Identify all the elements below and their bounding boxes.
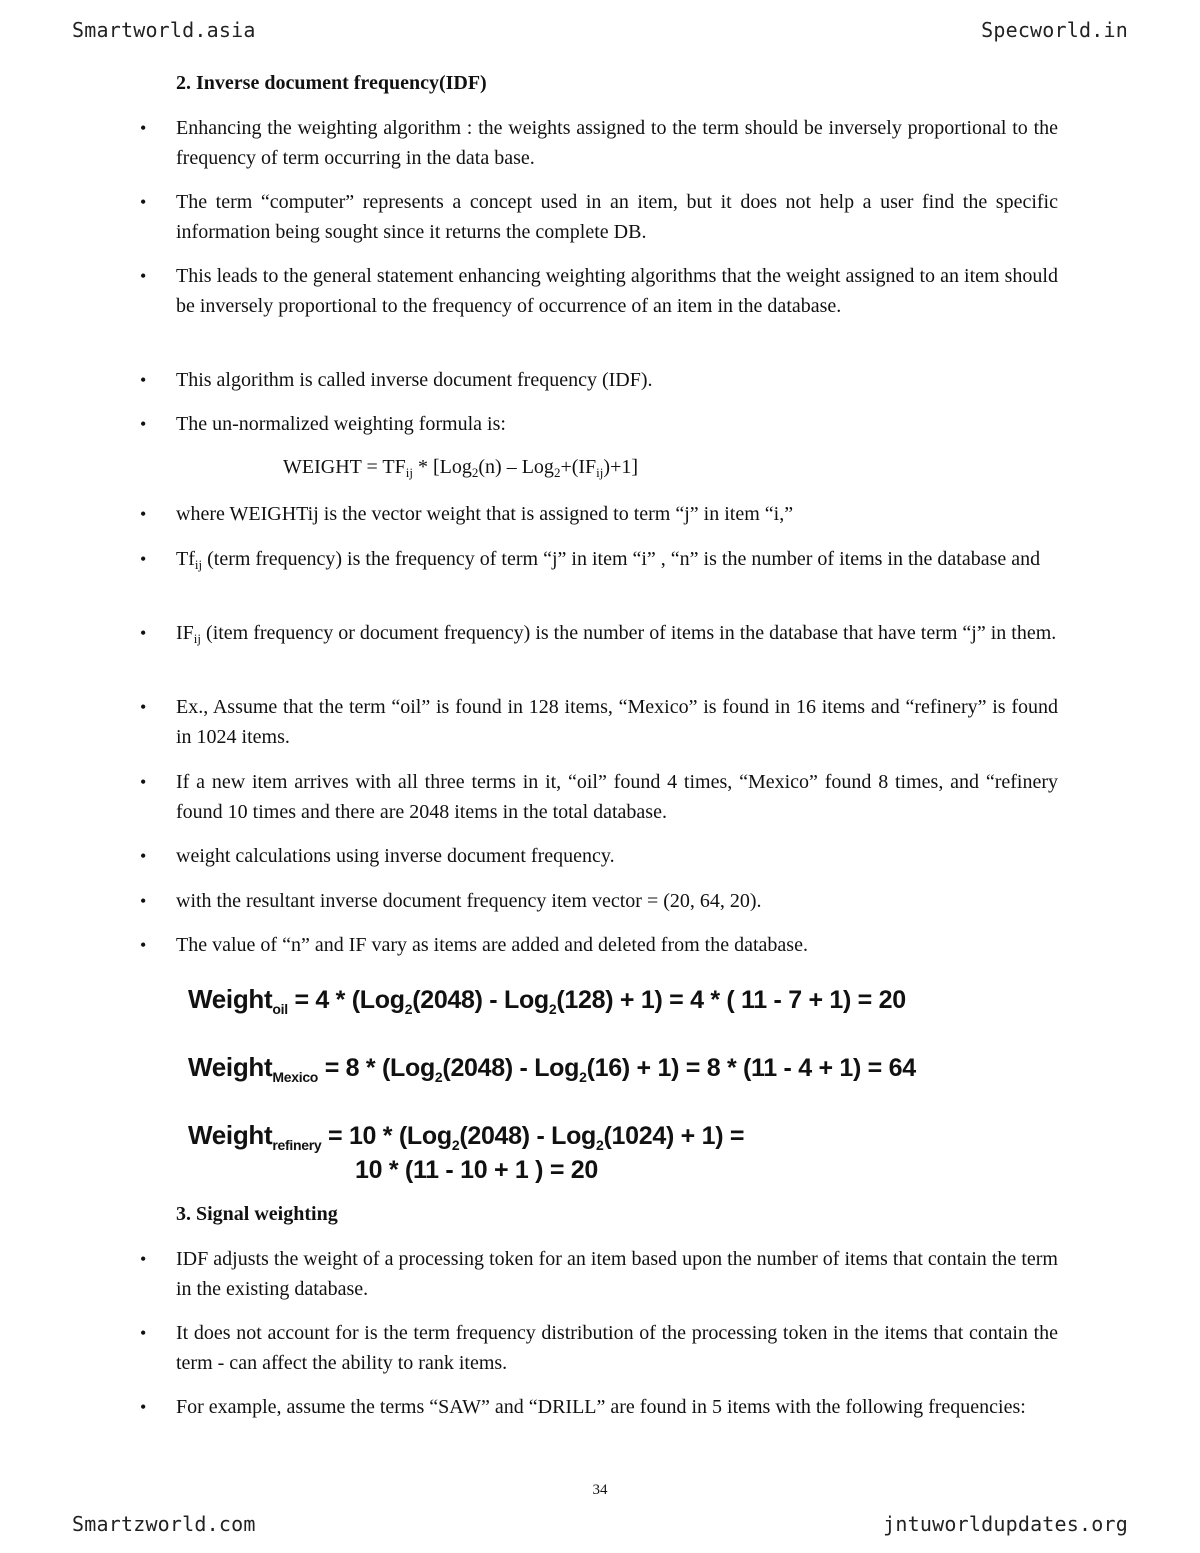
list-item — [140, 619, 1058, 649]
calc-weight-oil: Weight$_{oil}$ = 4 * (Log$_2$(2048) - Log$_2$(128) + 1) = 4 * ( 11 - 7 + 1) = 20 — [188, 984, 906, 1017]
bullet-dot: • — [140, 623, 147, 643]
list-item — [140, 887, 1058, 917]
list-item-text: If a new item arrives with all three terms in it, “oil” found 4 times, “Mexico” found 8 times, and “refinery found 10 times and there are 2048 items in the total database. — [176, 771, 1058, 823]
bullet-dot: • — [140, 370, 147, 390]
bullet-dot: • — [140, 192, 147, 212]
calc-weight-mexico: Weight$_{Mexico}$ = 8 * (Log$_2$(2048) - Log$_2$(16) + 1) = 8 * (11 - 4 + 1) = 64 — [188, 1052, 916, 1085]
bullet-dot: • — [140, 118, 147, 138]
list-item-text: The term “computer” represents a concept used in an item, but it does not help a user find the specific information being sought since it returns the complete DB. — [176, 191, 1058, 243]
page-number: 34 — [592, 1482, 608, 1498]
list-item — [140, 500, 1058, 530]
list-item — [140, 768, 1058, 827]
list-item-text: For example, assume the terms “SAW” and “DRILL” are found in 5 items with the following frequencies: — [176, 1396, 1026, 1418]
bullet-dot: • — [140, 549, 147, 569]
calc-weight-refinery: Weight$_{refinery}$ = 10 * (Log$_2$(2048) - Log$_2$(1024) + 1) = — [188, 1120, 745, 1153]
list-item-text: IDF adjusts the weight of a processing token for an item based upon the number of items that contain the term in the existing database. — [176, 1248, 1058, 1300]
list-item-text: This algorithm is called inverse document frequency (IDF). — [176, 369, 653, 391]
list-item-text: $IF_{ij}$ (item frequency or document frequency) is the number of items in the database that have term “j” in them. — [176, 622, 1057, 646]
list-item — [140, 693, 1058, 752]
bullet-dot: • — [140, 891, 147, 911]
header-right-site: Specworld.in — [981, 18, 1128, 42]
header-left-site: Smartworld.asia — [72, 18, 256, 42]
bullet-dot: • — [140, 504, 147, 524]
list-item — [140, 262, 1058, 321]
list-item-text: The value of “n” and IF vary as items are added and deleted from the database. — [176, 934, 808, 956]
list-item-text: Ex., Assume that the term “oil” is found in 128 items, “Mexico” is found in 16 items and “refinery” is found in 1024 items. — [176, 696, 1058, 748]
list-item — [140, 366, 1058, 396]
list-item-text: Enhancing the weighting algorithm : the weights assigned to the term should be inversely proportional to the frequency of term occurring in the data base. — [176, 117, 1058, 169]
bullet-dot: • — [140, 935, 147, 955]
list-item-text: It does not account for is the term frequency distribution of the processing token in the items that contain the term - can affect the ability to rank items. — [176, 1322, 1058, 1374]
list-item — [140, 1393, 1058, 1423]
bullet-dot: • — [140, 772, 147, 792]
list-item-text: $Tf_{ij}$ (term frequency) is the frequency of term “j” in item “i” , “n” is the number of items in the database and — [176, 548, 1041, 572]
list-item-text: with the resultant inverse document frequency item vector = (20, 64, 20). — [176, 890, 762, 912]
weight-formula: WEIGHT = $TF_{ij} * [Log_2(n) - Log_2+(IF_{ij})+1]$ — [283, 456, 639, 480]
list-item — [140, 188, 1058, 247]
footer-right-site: jntuworldupdates.org — [883, 1512, 1128, 1536]
list-item-text: weight calculations using inverse document frequency. — [176, 845, 615, 867]
bullet-dot: • — [140, 1323, 147, 1343]
bullet-dot: • — [140, 266, 147, 286]
list-item-text: This leads to the general statement enhancing weighting algorithms that the weight assigned to an item should be inversely proportional to the frequency of occurrence of an item in the database. — [176, 265, 1058, 317]
list-item-text: where WEIGHTij is the vector weight that is assigned to term “j” in item “i,” — [176, 503, 794, 525]
bullet-dot: • — [140, 414, 147, 434]
section-heading-signal: 3. Signal weighting — [176, 1203, 338, 1225]
footer-left-site: Smartzworld.com — [72, 1512, 256, 1536]
list-item — [140, 842, 1058, 872]
list-item — [140, 931, 1058, 961]
bullet-dot: • — [140, 1249, 147, 1269]
list-item-text: The un-normalized weighting formula is: — [176, 413, 506, 435]
list-item — [140, 1245, 1058, 1304]
list-item — [140, 1319, 1058, 1378]
calc-weight-refinery-line2: 10 * (11 - 10 + 1 ) = 20 — [355, 1156, 598, 1184]
bullet-dot: • — [140, 846, 147, 866]
list-item — [140, 545, 1058, 575]
section-heading-idf: 2. Inverse document frequency(IDF) — [176, 72, 487, 94]
bullet-dot: • — [140, 1397, 147, 1417]
list-item — [140, 410, 1058, 440]
bullet-dot: • — [140, 697, 147, 717]
list-item — [140, 114, 1058, 173]
